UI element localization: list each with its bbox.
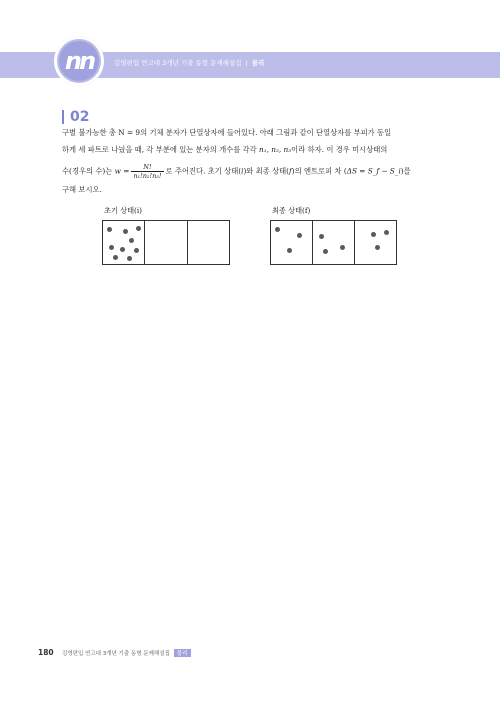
molecule	[371, 232, 376, 237]
initial-compartment-1	[103, 221, 145, 264]
brand-logo	[54, 36, 104, 86]
initial-state-box	[102, 220, 230, 265]
molecule	[113, 255, 118, 260]
molecule	[275, 227, 280, 232]
molecule	[129, 238, 134, 243]
initial-state-label: 초기 상태(i)	[104, 206, 142, 215]
molecule	[134, 248, 139, 253]
question-line-3: 수(경우의 수)는 w = $\frac{N!}{\text{n₁!n₂!n₃!}}$ 로 주어진다. 초기 상태(i)와 최종 상태(f)의 엔트로피 차 (ΔS = S_f − S_i)를	[62, 163, 411, 180]
molecule	[297, 233, 302, 238]
logo-mark: n n	[59, 41, 99, 81]
initial-compartment-2	[145, 221, 187, 264]
initial-compartment-3	[188, 221, 229, 264]
final-compartment-1	[271, 221, 313, 264]
molecule	[120, 247, 125, 252]
footer-series-title: 김영편입 연고대 3개년 기출 동형 문제해설집	[62, 651, 170, 657]
final-compartment-2	[313, 221, 355, 264]
page-number: 180	[38, 648, 54, 657]
header-series-title	[114, 58, 264, 67]
footer-subject-tag: 물리	[174, 649, 191, 657]
final-compartment-3	[355, 221, 396, 264]
molecule	[287, 248, 292, 253]
molecule	[319, 234, 324, 239]
molecule	[123, 229, 128, 234]
molecule	[107, 227, 112, 232]
question-number: 02	[62, 110, 89, 124]
molecule	[136, 226, 141, 231]
molecule	[375, 245, 380, 250]
molecule	[340, 245, 345, 250]
final-state-label: 최종 상태(f)	[272, 206, 311, 215]
series-title: 김영편입 연고대 3개년 기출 동형 문제해설집	[114, 59, 242, 67]
question-line-4: 구해 보시오.	[62, 185, 102, 194]
molecule	[323, 249, 328, 254]
question-line-1: 구별 불가능한 총 N = 9의 기체 분자가 단열상자에 들어있다. 아래 그림과 같이 단열상자를 부피가 동일	[62, 128, 392, 137]
question-line-2: 하게 세 파트로 나눴을 때, 각 부분에 있는 분자의 개수를 각각 n₁, n₂, n₃이라 하자. 이 경우 미시상태의	[62, 145, 388, 154]
molecule	[109, 245, 114, 250]
multiplicity-fraction: $\frac{N!}{\text{n₁!n₂!n₃!}}$	[133, 163, 162, 180]
header-subject: 물리	[251, 59, 265, 67]
footer-series	[62, 649, 191, 657]
molecule	[384, 230, 389, 235]
final-state-box	[270, 220, 397, 265]
molecule	[127, 256, 132, 261]
header-separator: |	[245, 59, 248, 67]
